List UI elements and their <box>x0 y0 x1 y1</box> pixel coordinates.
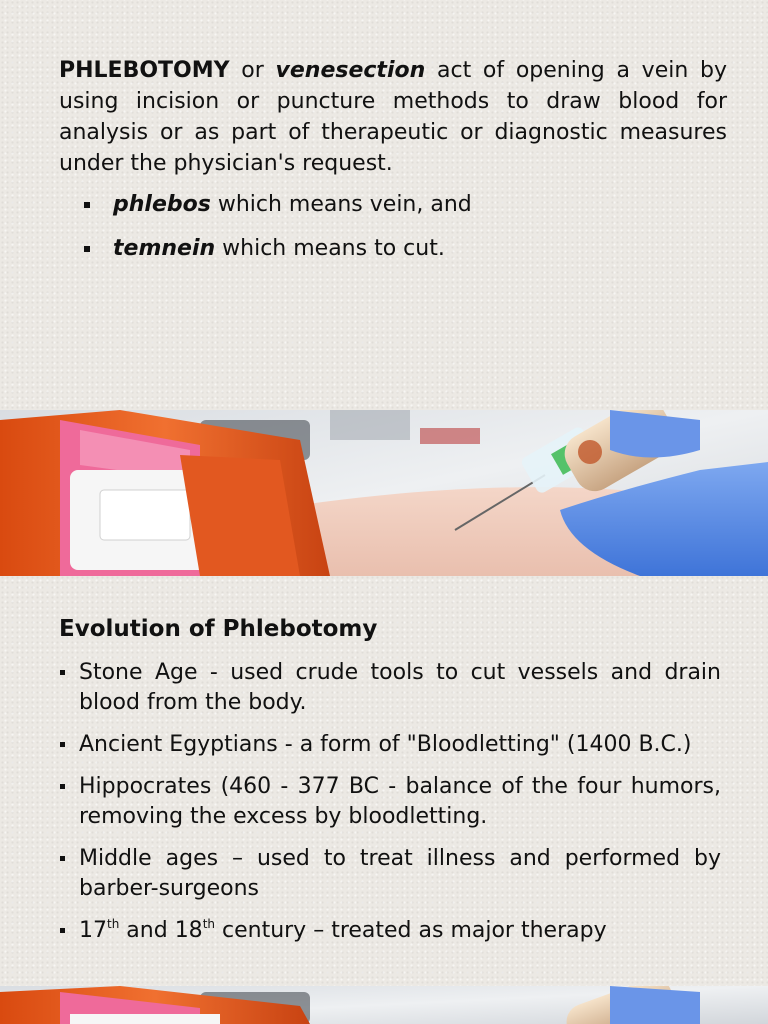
evolution-list <box>59 658 721 958</box>
slide-evolution <box>0 576 768 986</box>
etymology-meaning: which means vein, and <box>210 192 472 217</box>
etymology-term: temnein <box>113 236 216 261</box>
ordinal-suffix: th <box>107 917 120 931</box>
square-bullet-icon <box>84 202 90 208</box>
slide-definition <box>0 0 768 410</box>
ordinal-suffix: th <box>202 917 215 931</box>
square-bullet-icon <box>84 246 90 252</box>
etymology-list <box>80 190 472 278</box>
term-phlebotomy: PHLEBOTOMY <box>59 58 230 83</box>
blood-draw-illustration-partial <box>0 986 768 1024</box>
definition-text: act of opening a vein by using incision or puncture methods to draw blood for analysis or as part of therapeutic or diagnostic measures under the physician's request. <box>59 58 727 176</box>
blood-draw-photo-partial <box>0 986 768 1024</box>
square-bullet-icon <box>60 856 65 861</box>
list-item <box>59 844 721 904</box>
century-number: 17 <box>79 918 107 943</box>
list-item <box>59 658 721 718</box>
century-text: and 18 <box>119 918 203 943</box>
list-item <box>80 190 472 220</box>
etymology-term: phlebos <box>113 192 211 217</box>
evolution-text: Hippocrates (460 - 377 BC - balance of the four humors, removing the excess by bloodletting. <box>79 774 721 829</box>
definition-paragraph <box>59 55 727 179</box>
square-bullet-icon <box>60 784 65 789</box>
list-item <box>59 772 721 832</box>
square-bullet-icon <box>60 928 65 933</box>
evolution-text: Middle ages – used to treat illness and performed by barber-surgeons <box>79 846 721 901</box>
term-venesection: venesection <box>275 58 426 83</box>
square-bullet-icon <box>60 742 65 747</box>
section-heading: Evolution of Phlebotomy <box>59 616 378 642</box>
evolution-text: Stone Age - used crude tools to cut vessels and drain blood from the body. <box>79 660 721 715</box>
list-item <box>59 730 721 760</box>
century-text: century – treated as major therapy <box>215 918 607 943</box>
evolution-text: Ancient Egyptians - a form of "Bloodletting" (1400 B.C.) <box>79 732 692 757</box>
list-item <box>80 234 472 264</box>
blood-draw-illustration <box>0 410 768 576</box>
conjunction-text: or <box>229 58 276 83</box>
list-item <box>59 916 721 946</box>
square-bullet-icon <box>60 670 65 675</box>
blood-draw-photo <box>0 410 768 576</box>
etymology-meaning: which means to cut. <box>215 236 445 261</box>
